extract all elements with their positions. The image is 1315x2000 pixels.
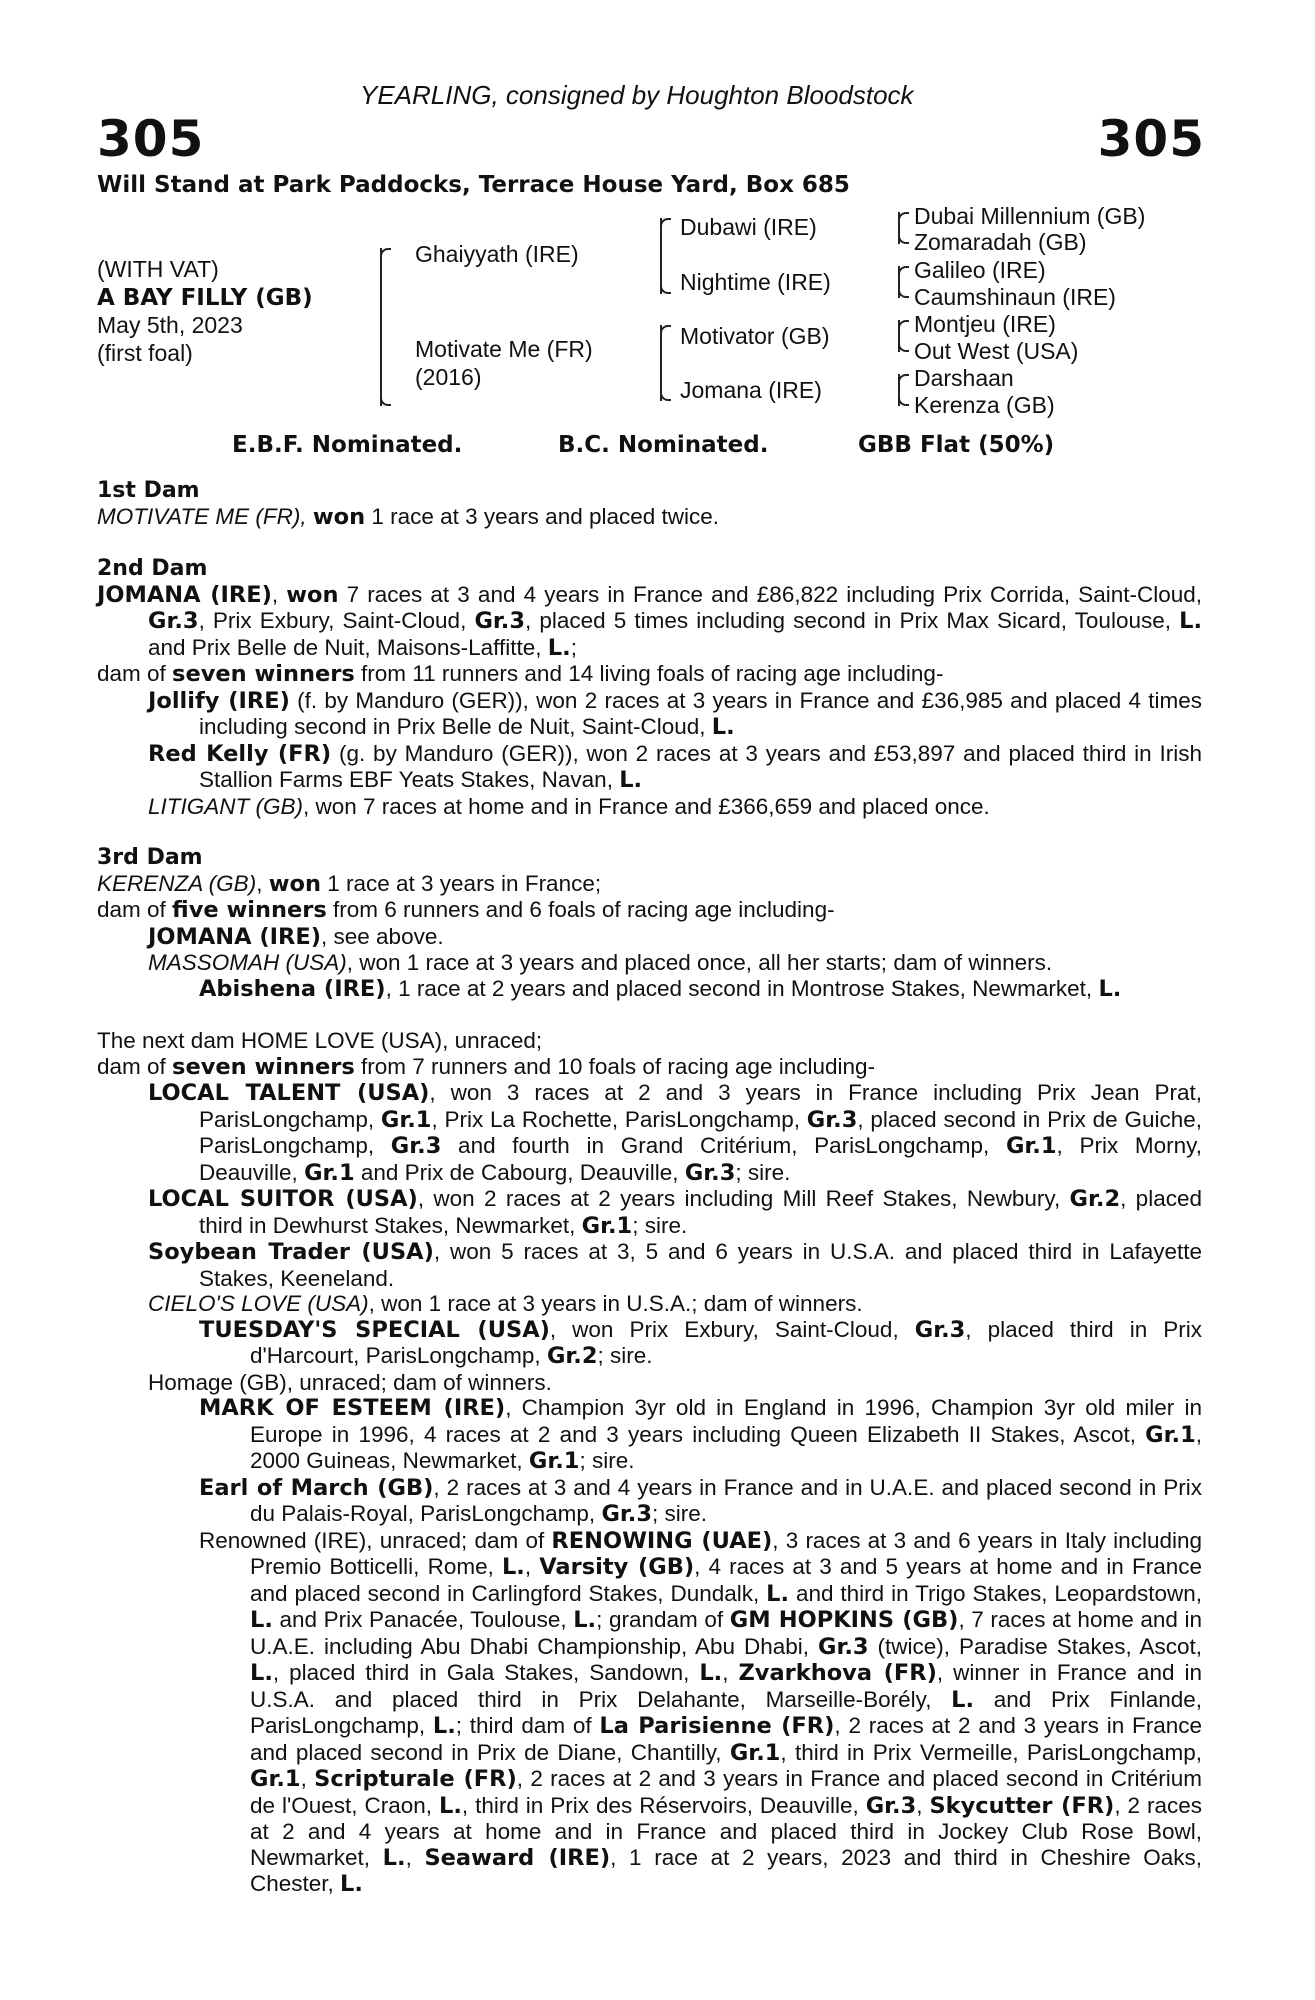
- list-item: Soybean Trader (USA), won 5 races at 3, 5 and 6 years in U.S.A. and placed third in Lafayette Stakes, Keeneland.: [148, 1239, 1203, 1291]
- gbb-flat: GBB Flat (50%): [858, 432, 1055, 458]
- pedigree-sds: Galileo (IRE): [914, 257, 1046, 283]
- third-dam-heading: 3rd Dam: [97, 845, 203, 870]
- pedigree-sire-sire: Dubawi (IRE): [680, 214, 817, 240]
- pedigree-sire: Ghaiyyath (IRE): [415, 241, 579, 267]
- list-item: LITIGANT (GB), won 7 races at home and in France and £366,659 and placed once.: [148, 793, 990, 819]
- pedigree-ssd: Zomaradah (GB): [914, 229, 1087, 255]
- second-dam-line: JOMANA (IRE), won 7 races at 3 and 4 years in France and £86,822 including Prix Corrida, Saint-Cloud, Gr.3, Prix Exbury, Saint-Cloud, Gr.3, placed 5 times including second in Prix Max Sicard, Toulouse, L. and Prix Belle de Nuit, Maisons-Laffitte, L.;: [97, 581, 1202, 661]
- next-dam-produce: dam of seven winners from 7 runners and 10 foals of racing age including-: [97, 1053, 876, 1080]
- lot-number-right: 305: [1097, 110, 1205, 168]
- pedigree-dds: Darshaan: [914, 365, 1014, 391]
- stand-location: Will Stand at Park Paddocks, Terrace House Yard, Box 685: [97, 172, 850, 198]
- pedigree-dam-sire: Motivator (GB): [680, 323, 830, 349]
- foal-note: (first foal): [97, 340, 193, 366]
- list-item: TUESDAY'S SPECIAL (USA), won Prix Exbury, Saint-Cloud, Gr.3, placed third in Prix d'Harcourt, ParisLongchamp, Gr.2; sire.: [199, 1316, 1202, 1369]
- second-dam-produce: dam of seven winners from 11 runners and 14 living foals of racing age including-: [97, 661, 944, 687]
- first-dam-line: MOTIVATE ME (FR), won 1 race at 3 years and placed twice.: [97, 503, 720, 530]
- pedigree-sire-dam: Nightime (IRE): [680, 269, 831, 295]
- pedigree-sss: Dubai Millennium (GB): [914, 203, 1146, 229]
- pedigree-dam-dam: Jomana (IRE): [680, 377, 822, 403]
- list-item: Red Kelly (FR) (g. by Manduro (GER)), won 2 races at 3 years and £53,897 and placed third in Irish Stallion Farms EBF Yeats Stakes, Navan, L.: [148, 740, 1202, 793]
- second-dam-heading: 2nd Dam: [97, 556, 208, 581]
- ebf-nomination: E.B.F. Nominated.: [232, 432, 463, 458]
- list-item: LOCAL TALENT (USA), won 3 races at 2 and 3 years in France including Prix Jean Prat, ParisLongchamp, Gr.1, Prix La Rochette, ParisLongchamp, Gr.3, placed second in Prix de Guiche, ParisLongchamp, Gr.3 and fourth in Grand Critérium, ParisLongchamp, Gr.1, Prix Morny, Deauville, Gr.1 and Prix de Cabourg, Deauville, Gr.3; sire.: [148, 1080, 1202, 1186]
- list-item: Homage (GB), unraced; dam of winners.: [148, 1369, 552, 1395]
- list-item: Abishena (IRE), 1 race at 2 years and placed second in Montrose Stakes, Newmarket, L.: [199, 975, 1122, 1002]
- lot-number-left: 305: [97, 110, 205, 168]
- list-item: MARK OF ESTEEM (IRE), Champion 3yr old in England in 1996, Champion 3yr old miler in Europe in 1996, 4 races at 2 and 3 years including Queen Elizabeth II Stakes, Ascot, Gr.1, 2000 Guineas, Newmarket, Gr.1; sire.: [199, 1395, 1203, 1474]
- horse-name: A BAY FILLY (GB): [97, 285, 313, 311]
- pedigree-brace-ds: [898, 320, 900, 352]
- list-item: LOCAL SUITOR (USA), won 2 races at 2 years including Mill Reef Stakes, Newbury, Gr.2, placed third in Dewhurst Stakes, Newmarket, Gr.1; sire.: [148, 1186, 1202, 1239]
- vat-note: (WITH VAT): [97, 256, 219, 282]
- pedigree-brace-sd: [898, 266, 900, 298]
- next-dam-line: The next dam HOME LOVE (USA), unraced;: [97, 1028, 543, 1053]
- pedigree-brace-sire: [660, 218, 662, 294]
- pedigree-ddd: Kerenza (GB): [914, 392, 1055, 418]
- pedigree-notes: [97, 478, 1202, 1898]
- third-dam-line: KERENZA (GB), won 1 race at 3 years in France;: [97, 870, 602, 897]
- foaling-date: May 5th, 2023: [97, 312, 243, 338]
- pedigree-brace-main: [380, 248, 382, 406]
- list-item: MASSOMAH (USA), won 1 race at 3 years and placed once, all her starts; dam of winners.: [148, 950, 1053, 975]
- first-dam-heading: 1st Dam: [97, 478, 200, 503]
- list-item: Renowned (IRE), unraced; dam of RENOWING (UAE), 3 races at 3 and 6 years in Italy including Premio Botticelli, Rome, L., Varsity (GB), 4 races at 3 and 5 years at home and in France and placed second in Carlingford Stakes, Dundalk, L. and third in Trigo Stakes, Leopardstown, L. and Prix Panacée, Toulouse, L.; grandam of GM HOPKINS (GB), 7 races at home and in U.A.E. including Abu Dhabi Championship, Abu Dhabi, Gr.3 (twice), Paradise Stakes, Ascot, L., placed third in Gala Stakes, Sandown, L., Zvarkhova (FR), winner in France and in U.S.A. and placed third in Prix Delahante, Marseille-Borély, L. and Prix Finlande, ParisLongchamp, L.; third dam of La Parisienne (FR), 2 races at 2 and 3 years in France and placed second in Prix de Diane, Chantilly, Gr.1, third in Prix Vermeille, ParisLongchamp, Gr.1, Scripturale (FR), 2 races at 2 and 3 years in France and placed second in Critérium de l'Ouest, Craon, L., third in Prix des Réservoirs, Deauville, Gr.3, Skycutter (FR), 2 races at 2 and 4 years at home and in France and placed third in Jockey Club Rose Bowl, Newmarket, L., Seaward (IRE), 1 race at 2 years, 2023 and third in Cheshire Oaks, Chester, L.: [199, 1527, 1202, 1897]
- pedigree-brace-ss: [898, 212, 900, 244]
- list-item: Jollify (IRE) (f. by Manduro (GER)), won 2 races at 3 years in France and £36,985 and placed 4 times including second in Prix Belle de Nuit, Saint-Cloud, L.: [148, 687, 1203, 740]
- pedigree-brace-dd: [898, 374, 900, 406]
- pedigree-dsd: Out West (USA): [914, 338, 1079, 364]
- third-dam-produce: dam of five winners from 6 runners and 6 foals of racing age including-: [97, 897, 835, 923]
- list-item: CIELO'S LOVE (USA), won 1 race at 3 years in U.S.A.; dam of winners.: [148, 1291, 863, 1316]
- pedigree-brace-dam: [660, 325, 662, 401]
- pedigree-dam-year: (2016): [415, 364, 482, 390]
- pedigree-sdd: Caumshinaun (IRE): [914, 284, 1116, 310]
- list-item: Earl of March (GB), 2 races at 3 and 4 years in France and in U.A.E. and placed second in Prix du Palais-Royal, ParisLongchamp, Gr.3; sire.: [199, 1474, 1202, 1527]
- list-item: JOMANA (IRE), see above.: [148, 923, 444, 950]
- consignment-heading: YEARLING, consigned by Houghton Bloodstock: [360, 80, 914, 110]
- pedigree-dam: Motivate Me (FR): [415, 336, 593, 362]
- pedigree-dss: Montjeu (IRE): [914, 311, 1056, 337]
- bc-nomination: B.C. Nominated.: [558, 432, 769, 458]
